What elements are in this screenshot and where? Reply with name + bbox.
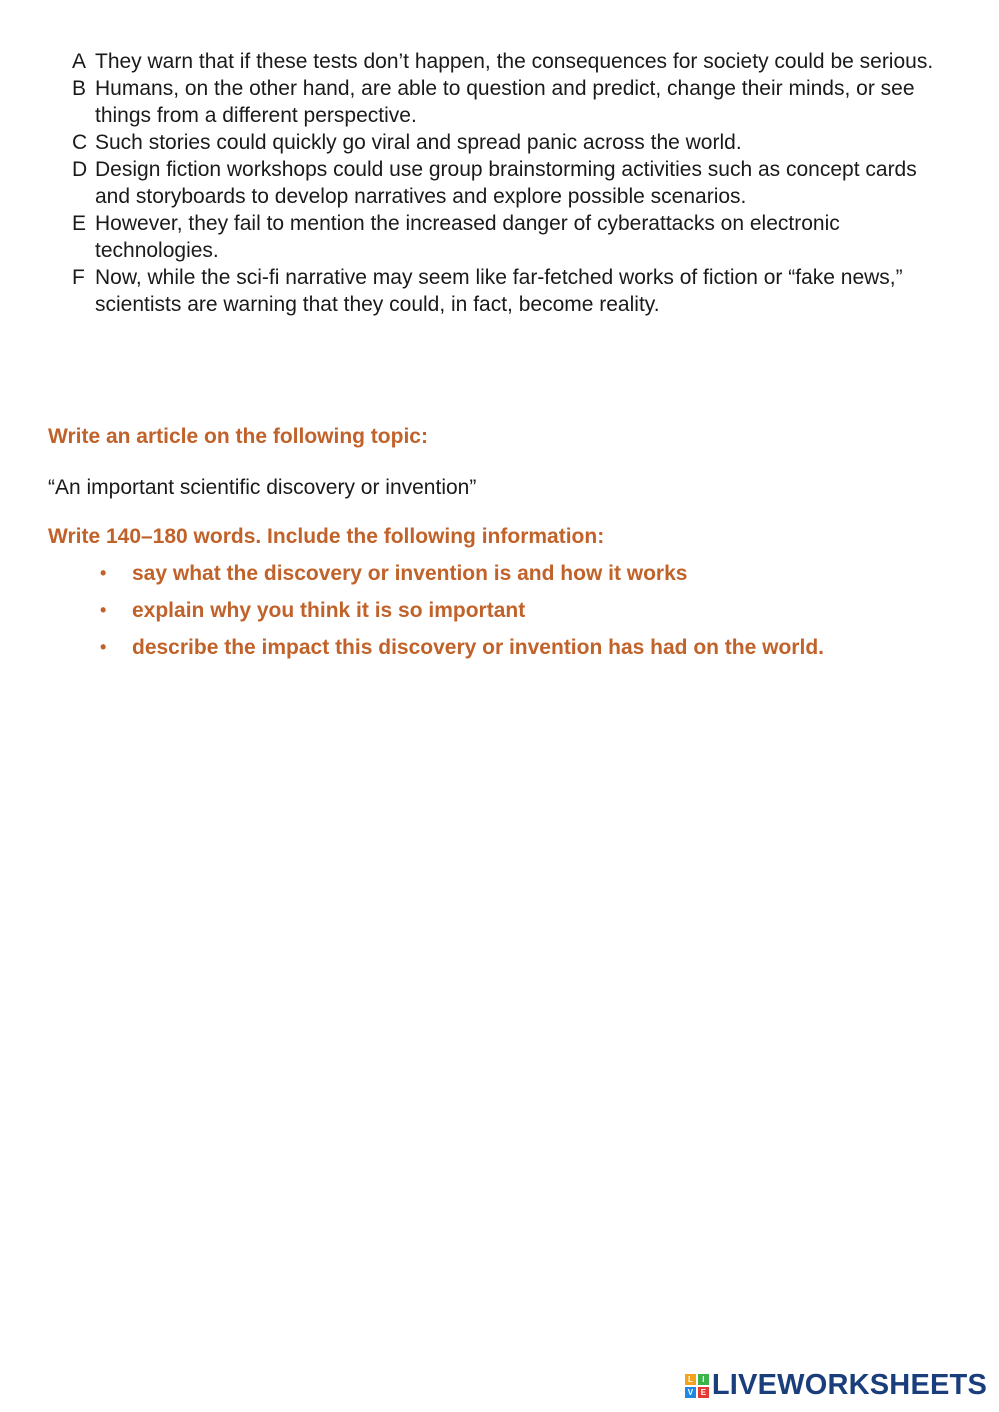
option-e [72, 210, 952, 264]
option-f [72, 264, 952, 318]
option-letter: B [72, 77, 87, 100]
option-text: However, they fail to mention the increased danger of cyberattacks on electronic technologies. [95, 212, 840, 262]
option-c [72, 129, 952, 156]
task-heading: Write an article on the following topic: [48, 425, 428, 448]
instruction-text: explain why you think it is so important [132, 599, 526, 622]
option-letter: A [72, 50, 87, 73]
option-d [72, 156, 952, 210]
bullet-icon: • [100, 600, 107, 620]
instruction-item [100, 560, 824, 587]
option-letter: F [72, 266, 85, 289]
option-text: Humans, on the other hand, are able to question and predict, change their minds, or see things from a different perspective. [95, 77, 915, 127]
answer-options-list [72, 48, 952, 318]
logo-cell: I [698, 1374, 709, 1385]
bullet-icon: • [100, 637, 107, 657]
instruction-item [100, 634, 824, 661]
instruction-text: describe the impact this discovery or invention has had on the world. [132, 636, 824, 659]
option-text: They warn that if these tests don’t happen, the consequences for society could be serious. [95, 50, 934, 73]
logo-wordmark: LIVEWORKSHEETS [711, 1369, 987, 1401]
liveworksheets-logo [685, 1369, 987, 1402]
option-b [72, 75, 952, 129]
bullet-icon: • [100, 563, 107, 583]
logo-cell: V [685, 1387, 696, 1398]
option-letter: D [72, 158, 88, 181]
instruction-item [100, 597, 824, 624]
option-text: Such stories could quickly go viral and spread panic across the world. [95, 131, 742, 154]
logo-cell: L [685, 1374, 696, 1385]
option-text: Design fiction workshops could use group brainstorming activities such as concept cards and storyboards to develop narratives and explore possible scenarios. [95, 158, 917, 208]
option-a [72, 48, 952, 75]
article-topic: “An important scientific discovery or invention” [48, 476, 477, 499]
logo-mark-icon [685, 1374, 709, 1398]
option-text: Now, while the sci-fi narrative may seem like far-fetched works of fiction or “fake news,” scientists are warning that they could, in fact, become reality. [95, 266, 903, 316]
instructions-list [100, 560, 824, 671]
instruction-text: say what the discovery or invention is and how it works [132, 562, 688, 585]
option-letter: E [72, 212, 87, 235]
instructions-heading: Write 140–180 words. Include the following information: [48, 525, 605, 548]
logo-cell: E [698, 1387, 709, 1398]
option-letter: C [72, 131, 88, 154]
